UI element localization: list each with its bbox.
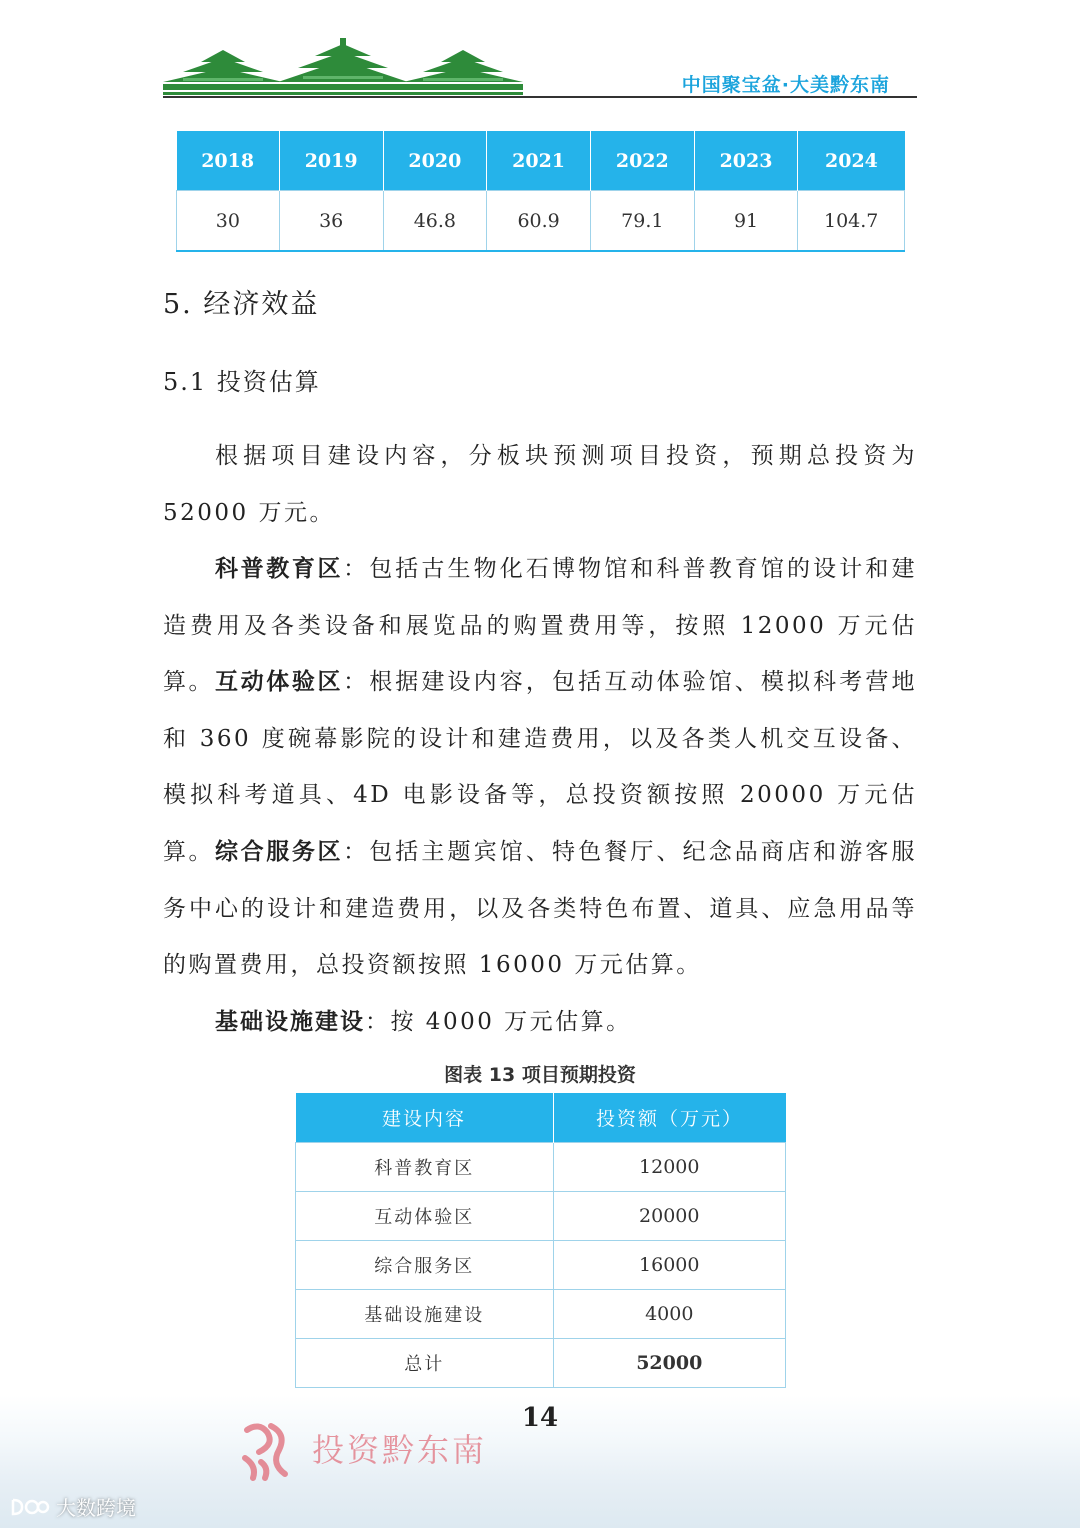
value-cell: 79.1 — [590, 191, 694, 252]
value-row — [177, 191, 905, 252]
year-cell: 2023 — [694, 131, 798, 191]
paragraph-text: ：根据建设内容，包括互动体验馆、模拟科考营地和 360 度碗幕影院的设计和建造费用，以及各类人机交互设备、模拟科考道具、4D 电影设备等，总投资额按照 20000 万元估算。 — [163, 669, 918, 865]
total-amount: 52000 — [553, 1339, 786, 1388]
paragraph-text: 根据项目建设内容，分板块预测项目投资，预期总投资为 52000 万元。 — [163, 443, 917, 526]
page-number: 14 — [521, 1403, 559, 1433]
year-cell: 2020 — [383, 131, 487, 191]
table-header-row — [296, 1093, 786, 1143]
value-cell: 36 — [279, 191, 383, 252]
item-cell: 基础设施建设 — [296, 1290, 554, 1339]
watermark-text: 大数跨境 — [56, 1496, 136, 1520]
paragraph-text: ：包括主题宾馆、特色餐厅、纪念品商店和游客服务中心的设计和建造费用，以及各类特色布置、道具、应急用品等的购置费用，总投资额按照 16000 万元估算。 — [163, 839, 918, 978]
year-cell: 2018 — [177, 131, 280, 191]
year-cell: 2024 — [798, 131, 905, 191]
subsection-heading: 5.1 投资估算 — [163, 368, 321, 396]
amount-cell: 4000 — [553, 1290, 786, 1339]
item-cell: 综合服务区 — [296, 1241, 554, 1290]
year-cell: 2022 — [590, 131, 694, 191]
year-cell: 2019 — [279, 131, 383, 191]
paragraph-lead: 基础设施建设 — [215, 1009, 365, 1035]
header-rule — [163, 96, 917, 98]
year-cell: 2021 — [487, 131, 591, 191]
paragraph-lead: 综合服务区 — [215, 839, 344, 865]
column-header: 建设内容 — [296, 1093, 554, 1143]
drum-tower-bridge-icon — [163, 38, 523, 100]
value-cell: 104.7 — [798, 191, 905, 252]
dashukuajing-logo-icon — [10, 1496, 50, 1518]
table-row — [296, 1290, 786, 1339]
watermark — [10, 1492, 136, 1521]
section-heading: 5. 经济效益 — [163, 289, 320, 320]
value-cell: 46.8 — [383, 191, 487, 252]
column-header: 投资额（万元） — [553, 1093, 786, 1143]
item-cell: 互动体验区 — [296, 1192, 554, 1241]
value-cell: 91 — [694, 191, 798, 252]
investment-table — [295, 1093, 786, 1388]
amount-cell: 12000 — [553, 1143, 786, 1192]
paragraph-lead: 互动体验区 — [215, 669, 344, 695]
total-label: 总计 — [296, 1339, 554, 1388]
year-table — [176, 131, 905, 252]
brand-name: 投资黔东南 — [312, 1431, 488, 1469]
value-cell: 60.9 — [487, 191, 591, 252]
item-cell: 科普教育区 — [296, 1143, 554, 1192]
table-caption: 图表 13 项目预期投资 — [444, 1064, 636, 1086]
value-cell: 30 — [177, 191, 280, 252]
header-slogan: 中国聚宝盆·大美黔东南 — [681, 74, 890, 96]
year-header-row — [177, 131, 905, 191]
amount-cell: 20000 — [553, 1192, 786, 1241]
paragraph-text: ：包括古生物化石博物馆和科普教育馆的设计和建造费用及各类设备和展览品的购置费用等，按照 12000 万元估算。 — [163, 556, 918, 695]
table-row — [296, 1241, 786, 1290]
table-row — [296, 1192, 786, 1241]
investment-seal-icon — [237, 1418, 297, 1482]
total-row — [296, 1339, 786, 1388]
paragraph-intro — [163, 428, 917, 541]
paragraph-text: ：按 4000 万元估算。 — [365, 1009, 632, 1035]
paragraph-service-zone — [163, 824, 917, 994]
amount-cell: 16000 — [553, 1241, 786, 1290]
paragraph-infrastructure — [163, 994, 917, 1051]
paragraph-lead: 科普教育区 — [215, 556, 344, 582]
table-row — [296, 1143, 786, 1192]
